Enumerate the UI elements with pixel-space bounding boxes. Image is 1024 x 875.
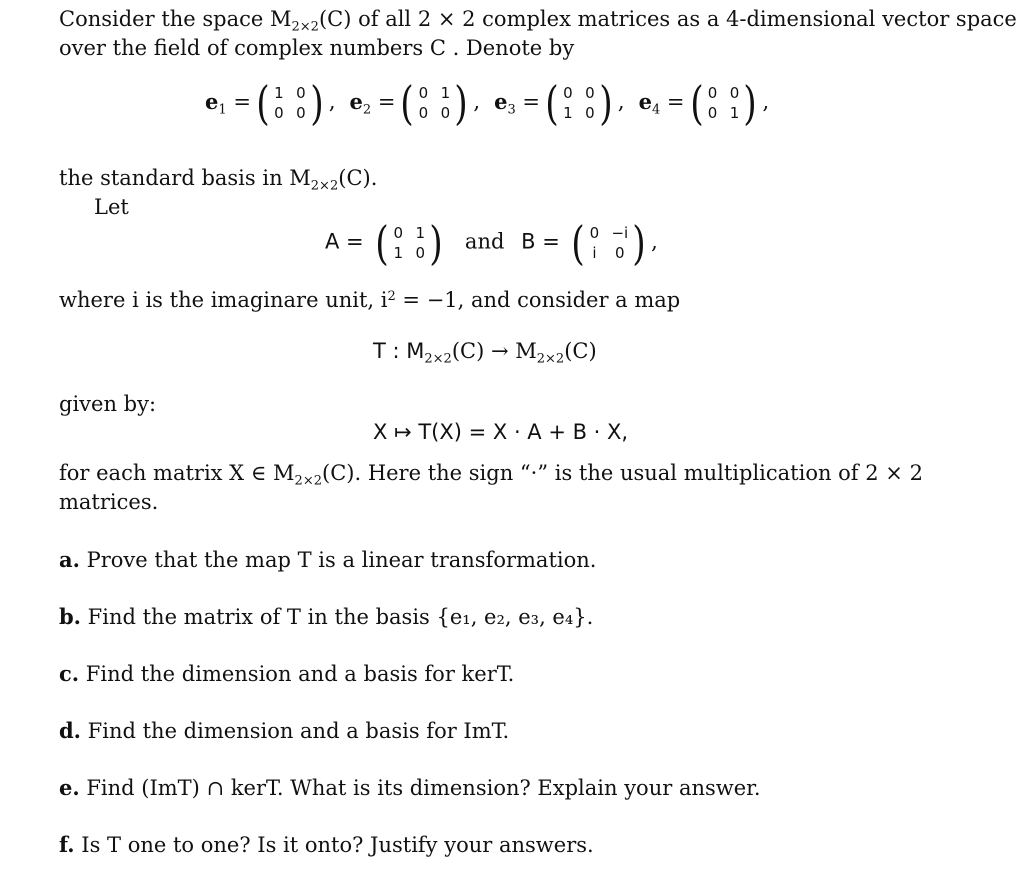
and-word: and (464, 229, 505, 254)
matrix-b-label: B = (521, 229, 560, 254)
subscript: 2×2 (424, 351, 452, 367)
matrix-entry: 0 (418, 84, 429, 102)
for-each-line-2 (59, 492, 158, 513)
superscript: 2 (387, 289, 396, 304)
part-f (59, 834, 594, 856)
left-paren: ( (375, 216, 390, 270)
basis-matrix-e2 (398, 76, 470, 130)
part-letter: a. (59, 547, 80, 572)
matrix-grid (391, 224, 427, 262)
for-each-text: for each matrix X ∈ M (59, 461, 295, 485)
standard-basis-text: the standard basis in M (59, 166, 311, 190)
basis-matrix-e4 (688, 76, 760, 130)
matrix-a-label: A = (325, 229, 364, 254)
matrices-a-b (325, 216, 658, 270)
left-paren: ( (689, 76, 704, 130)
basis-sep: , (473, 89, 481, 114)
matrix-entry: 0 (615, 244, 625, 262)
let-text: Let (94, 195, 129, 219)
left-paren: ( (545, 76, 559, 130)
basis-sep: , (762, 89, 770, 114)
matrix-entry: −i (611, 224, 629, 242)
subscript: 2×2 (291, 19, 319, 35)
matrix-entry: 0 (418, 104, 429, 122)
matrix-entry: 1 (563, 104, 573, 122)
matrix-entry: 0 (589, 224, 600, 242)
matrix-entry: 0 (274, 104, 284, 122)
basis-label: $e_4$ = (638, 88, 685, 118)
map-end: (C) (564, 339, 597, 363)
intro-text-rest: (C) of all 2 × 2 complex matrices as a 4-dimensional vector space (318, 7, 1017, 31)
basis-label: $e_3$ = (494, 88, 540, 118)
basis-sep: , (328, 89, 336, 114)
matrix-entry: 1 (393, 244, 404, 262)
part-d (59, 720, 509, 742)
part-text: Find the matrix of T in the basis {e₁, e₂, e₃, e₄}. (81, 605, 594, 629)
part-text: Prove that the map T is a linear transformation. (79, 548, 597, 572)
map-rule (373, 422, 628, 443)
matrix-entry: 0 (707, 104, 718, 122)
matrix-entry: 1 (440, 84, 451, 102)
matrix-grid (705, 84, 741, 122)
right-paren: ) (599, 76, 613, 130)
map-middle: (C) → M (451, 339, 537, 363)
matrix-entry: 0 (440, 104, 451, 122)
for-each-text-2: matrices. (59, 490, 159, 514)
for-each-line-1 (59, 463, 923, 488)
matrix-entry: 1 (274, 84, 284, 102)
matrix-entry: i (592, 244, 597, 262)
matrix-entry: 0 (585, 84, 595, 102)
matrix-b-sep: , (651, 229, 658, 254)
given-by-text: given by: (59, 392, 157, 416)
matrix-b (569, 216, 648, 270)
matrix-entry: 0 (415, 244, 426, 262)
part-text: Is T one to one? Is it onto? Justify your answers. (74, 833, 594, 857)
part-letter: f. (59, 832, 75, 857)
part-letter: d. (59, 718, 81, 743)
basis-label: $e_1$ = (205, 88, 251, 118)
rule-text: X ↦ T(X) = X · A + B · X, (373, 420, 629, 444)
imaginary-rest: = −1, and consider a map (395, 288, 681, 313)
subscript: 2×2 (310, 178, 339, 194)
matrix-entry: 0 (729, 84, 740, 102)
left-paren: ( (400, 76, 415, 130)
subscript: 2×2 (536, 351, 565, 367)
basis-matrices-row (205, 76, 783, 130)
right-paren: ) (429, 216, 443, 270)
let-word (94, 197, 129, 218)
intro-text-2: over the field of complex numbers C . Denote by (59, 36, 575, 60)
basis-matrix-e1 (254, 76, 326, 130)
intro-line-1 (59, 9, 1017, 34)
map-t-label: T : M (373, 339, 425, 363)
map-definition (373, 341, 597, 366)
right-paren: ) (632, 216, 646, 270)
matrix-entry: 0 (585, 104, 595, 122)
left-paren: ( (571, 216, 586, 270)
part-e (59, 777, 761, 799)
matrix-entry: 0 (393, 224, 404, 242)
basis-sep: , (617, 89, 625, 114)
part-letter: b. (59, 604, 81, 629)
for-each-rest: (C). Here the sign “·” is the usual multiplication of 2 × 2 (322, 461, 923, 485)
part-b (59, 606, 593, 628)
matrix-entry: 0 (296, 84, 306, 102)
right-paren: ) (310, 76, 324, 130)
left-paren: ( (256, 76, 270, 130)
matrix-entry: 0 (296, 104, 306, 122)
given-by-line (59, 394, 156, 415)
matrix-a (373, 216, 445, 270)
imaginary-unit-line (59, 290, 680, 311)
intro-text: Consider the space M (59, 7, 292, 31)
matrix-grid (587, 224, 630, 262)
basis-matrix-e3 (543, 76, 615, 130)
basis-label: $e_2$ = (349, 88, 396, 118)
part-c (59, 663, 514, 685)
standard-basis-rest: (C). (338, 166, 378, 190)
matrix-entry: 1 (415, 224, 426, 242)
right-paren: ) (743, 76, 758, 130)
matrix-entry: 0 (707, 84, 718, 102)
matrix-grid (272, 84, 308, 122)
matrix-entry: 1 (729, 104, 740, 122)
matrix-grid (416, 84, 452, 122)
part-text: Find (ImT) ∩ kerT. What is its dimension? Explain your answer. (79, 776, 761, 800)
matrix-grid (561, 84, 597, 122)
right-paren: ) (454, 76, 469, 130)
part-a (59, 549, 596, 571)
part-text: Find the dimension and a basis for kerT. (79, 662, 515, 686)
part-text: Find the dimension and a basis for ImT. (81, 719, 510, 743)
part-letter: c. (59, 661, 80, 686)
subscript: 2×2 (294, 473, 323, 489)
part-letter: e. (59, 775, 80, 800)
standard-basis-line (59, 168, 377, 193)
imaginary-text: where i is the imaginare unit, i (59, 288, 388, 313)
matrix-entry: 0 (563, 84, 573, 102)
intro-line-2 (59, 38, 574, 59)
